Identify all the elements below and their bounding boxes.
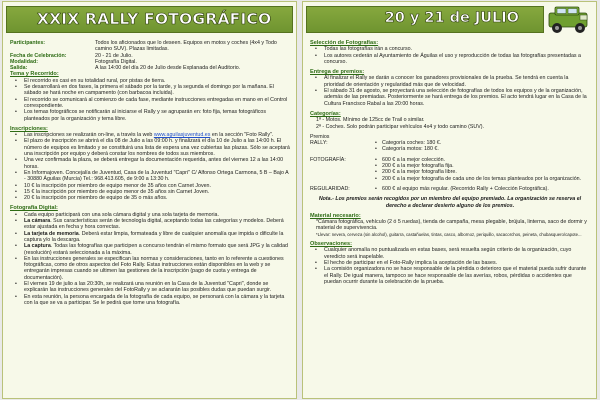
- date-banner: [306, 6, 544, 33]
- list-item: • Al finalizar el Rally se darán a conocer los ganadores provisionales de la prueba. Se tendrá en cuenta la prioridad de orientación y regularidad más que de velocidad.: [310, 75, 590, 88]
- observaciones-list: [310, 247, 590, 285]
- list-item: • Una vez confirmada la plaza, se deberá entregar la documentación requerida, antes del viernes 12 a las 14:00 horas.: [10, 157, 290, 170]
- material-text: *Cámara fotográfica, vehículo (2 ó 5 ruedas), tienda de campaña, mesa plegable, brújula, linterna, saco de dormir y material de supervivencia.: [316, 219, 587, 232]
- list-item: • 15 € la inscripción por miembro de equipo menor de 35 años sin Carnet Joven.: [10, 189, 290, 195]
- premios-foto: [310, 157, 590, 182]
- list-item: • El recorrido es casi en su totalidad rural, por pistas de tierra.: [10, 78, 290, 84]
- section-heading: Material necesario:: [310, 212, 361, 219]
- right-content: [310, 40, 590, 285]
- list-item: • 600 € a la mejor colección.: [370, 157, 590, 163]
- premios-rally: [310, 140, 590, 153]
- left-page: [2, 1, 297, 399]
- list-item: • En Informajoven. Concejalía de Juventud, Casa de la Juventud "Capri" C/ Alfonso Ortega Carmona, 5 B – Bajo A - 30880 Águilas (Murcia) Tel.: 968.413.605, de 9:00 a 13:30 h.: [10, 170, 290, 183]
- list-item: • 200 € a la mejor fotografía de cada uno de los temas planteados por la organización.: [370, 176, 590, 182]
- list-item: • El recorrido se comunicará al comienzo de cada fase, mediante instrucciones entregadas en mano en el Control correspondiente.: [10, 97, 290, 110]
- premios-label: Premios: [310, 133, 330, 140]
- seleccion-list: [310, 46, 590, 65]
- list-item: • Se desarrollará en dos fases, la primera el sábado por la tarde, y la segunda el domingo por la mañana. El sábado se hará noche en campamento (con barbacoa incluida).: [10, 84, 290, 97]
- title-banner: [6, 6, 293, 33]
- list-item: • Cada equipo participará con una sola cámara digital y una sola tarjeta de memoria.: [10, 212, 290, 218]
- info-value: 20 - 21 de Julio.: [95, 52, 133, 59]
- premios-regularidad: [310, 186, 590, 192]
- list-item: • Los autores cederán al Ayuntamiento de Águilas el uso y reproducción de todas las fotografías presentadas a concurso.: [310, 53, 590, 66]
- info-key: Fecha de Celebración:: [10, 52, 67, 59]
- section-heading: Inscripciones:: [10, 125, 48, 132]
- info-grid: [10, 40, 290, 71]
- info-value: A las 14:00 del día 20 de Julio desde Explanada del Auditorio.: [95, 65, 241, 72]
- premios-key: FOTOGRAFÍA:: [310, 156, 346, 163]
- info-value: Fotografía Digital.: [95, 58, 137, 65]
- nota-text: Nota.- Los premios serán recogidos por un miembro del equipo premiado. La organización se reserva el derecho a declarar desierto alguno de los premios.: [318, 196, 582, 209]
- info-key: Salida:: [10, 65, 28, 72]
- brochure-spread: [2, 1, 598, 399]
- premios-key: REGULARIDAD:: [310, 185, 350, 192]
- section-heading: Fotografía Digital:: [10, 205, 58, 212]
- fotografia-list: [10, 212, 290, 306]
- list-item: • El sábado 31 de agosto, se proyectará una selección de fotografías de todos los equipos y de la organización, además de las premiadas. Posteriormente se hará entrega de los premios. El acto tendrá lugar en la Casa de la Cultura Francisco Rabal a las 20:00 horas.: [310, 88, 590, 107]
- list-item: • El hecho de participar en el Foto-Rally implica la aceptación de las bases.: [310, 260, 590, 266]
- premios-key: RALLY:: [310, 140, 328, 147]
- list-item: • En las instrucciones generales se especifican las normas y consideraciones, tanto en lo referente a cuestiones fotográficas, como de otros aspectos del Foto Rally. Estas instrucciones están disponibles en la web y se entregarán impresas cuando se ultimen las gestiones de la inscripción (pago de cuota y entrega de documentación).: [10, 256, 290, 281]
- list-item: • Cualquier anomalía no puntualizada en estas bases, será resuelta según criterio de la organización, cuyo veredicto será inapelable.: [310, 247, 590, 260]
- inscripciones-list: [10, 132, 290, 201]
- list-item: • 20 € la inscripción por miembro de equipo de 35 o más años.: [10, 195, 290, 201]
- list-item: • Todas las fotografías irán a concurso.: [310, 46, 590, 52]
- website-link[interactable]: www.aguilasjuventud.es: [153, 132, 211, 139]
- entrega-list: [310, 75, 590, 106]
- material-small: *Llevar: nevera, cerveza (sin alcohol), guitarra, castañuelas, tintas, casco, albornoz, periquillo, sacacorchos, peineta, chubasquero/capote...: [316, 231, 582, 237]
- list-item: • En esta reunión, la persona encargada de la fotografía de cada equipo, se personará con la cámara y la tarjeta con la que se va a participar. Se le pedirá que tome una fotografía.: [10, 294, 290, 307]
- categoria-line: 2ª - Coches. Solo podrán participar vehículos 4x4 y todo camino (SUV).: [316, 123, 485, 130]
- jeep-icon: [546, 4, 592, 36]
- list-item: • Categoría motos: 180 €.: [370, 146, 590, 152]
- section-heading: Tema y Recorrido:: [10, 71, 59, 78]
- list-item: • La captura. Todas las fotografías que participen a concurso tendrán el mismo formato que será JPG y la calidad (resolución) estará seleccionada a la máxima.: [10, 243, 290, 256]
- info-key: Modalidad:: [10, 58, 38, 65]
- event-date: 20 y 21 de JULIO: [384, 10, 519, 26]
- tema-list: [10, 78, 290, 122]
- list-item: • La cámara. Sus características serán de tecnología digital, aceptando todas las categorías y modelos. Deberá estar ajustada en fecha y hora correctas.: [10, 218, 290, 231]
- categoria-line: 1ª - Motos. Mínimo de 125cc de Trail o similar.: [316, 117, 425, 124]
- info-key: Participantes:: [10, 40, 46, 46]
- rally-title: XXIX RALLY FOTOGRÁFICO: [37, 10, 272, 28]
- list-item: • Los temas fotográficos se notificarán al iniciarse el Rally y se agruparán en: foto fija, temas fotográficos planteados por la organización y tema libre.: [10, 109, 290, 122]
- list-item: • 200 € a la mejor fotografía libre.: [370, 169, 590, 175]
- section-heading: Observaciones:: [310, 241, 352, 248]
- list-item: • El plazo de inscripción se abrirá el día 08 de Julio a las 09:00 h. y finalizará el día 10 de Julio a las 14:00 h. El número de equipos es limitado y se constituirá una lista de espera una vez cubiertas las plazas. Sólo se aceptará una inscripción por equipo y deberá constar los nombres de todos sus miembros.: [10, 138, 290, 157]
- left-content: [10, 40, 290, 306]
- section-heading: Categorías:: [310, 110, 341, 117]
- section-heading: Selección de Fotografías:: [310, 40, 379, 46]
- list-item: • El viernes 19 de julio a las 20:30h, se realizará una reunión en la Casa de la Juventud "Capri", donde se explicarán las instrucciones generales del FotoRally y se aclararán las posibles dudas que puedan surgir.: [10, 281, 290, 294]
- right-page: [302, 1, 597, 399]
- list-item: • Categoría coches: 180 €.: [370, 140, 590, 146]
- list-item: • La comisión organizadora no se hace responsable de la pérdida o deterioro que el material pueda sufrir durante el Rally. De igual manera, tampoco se hace responsable de las averías, robos, pérdidas o accidentes que puedan ocurrir durante la celebración de la prueba.: [310, 266, 590, 285]
- list-item: • 10 € la inscripción por miembro de equipo menor de 35 años con Carnet Joven.: [10, 183, 290, 189]
- list-item: • Las inscripciones se realizarán on-line, a través la web www.aguilasjuventud.es en la sección "Foto Rally".: [10, 132, 290, 138]
- list-item: • 600 € al equipo más regular. (Recorrido Rally + Colección Fotográfica).: [370, 186, 590, 192]
- section-heading: Entrega de premios:: [310, 69, 365, 76]
- list-item: • 200 € a la mejor fotografía fija.: [370, 163, 590, 169]
- info-value: Todos los aficionados que lo deseen. Equipos en motos y coches (4x4 y Todo camino SUV). Plazas limitadas.: [95, 40, 277, 53]
- list-item: • La tarjeta de memoria. Deberá estar limpia, formateada y libre de cualquier anomalía que impida o dificulte la captura y/o la descarga.: [10, 231, 290, 244]
